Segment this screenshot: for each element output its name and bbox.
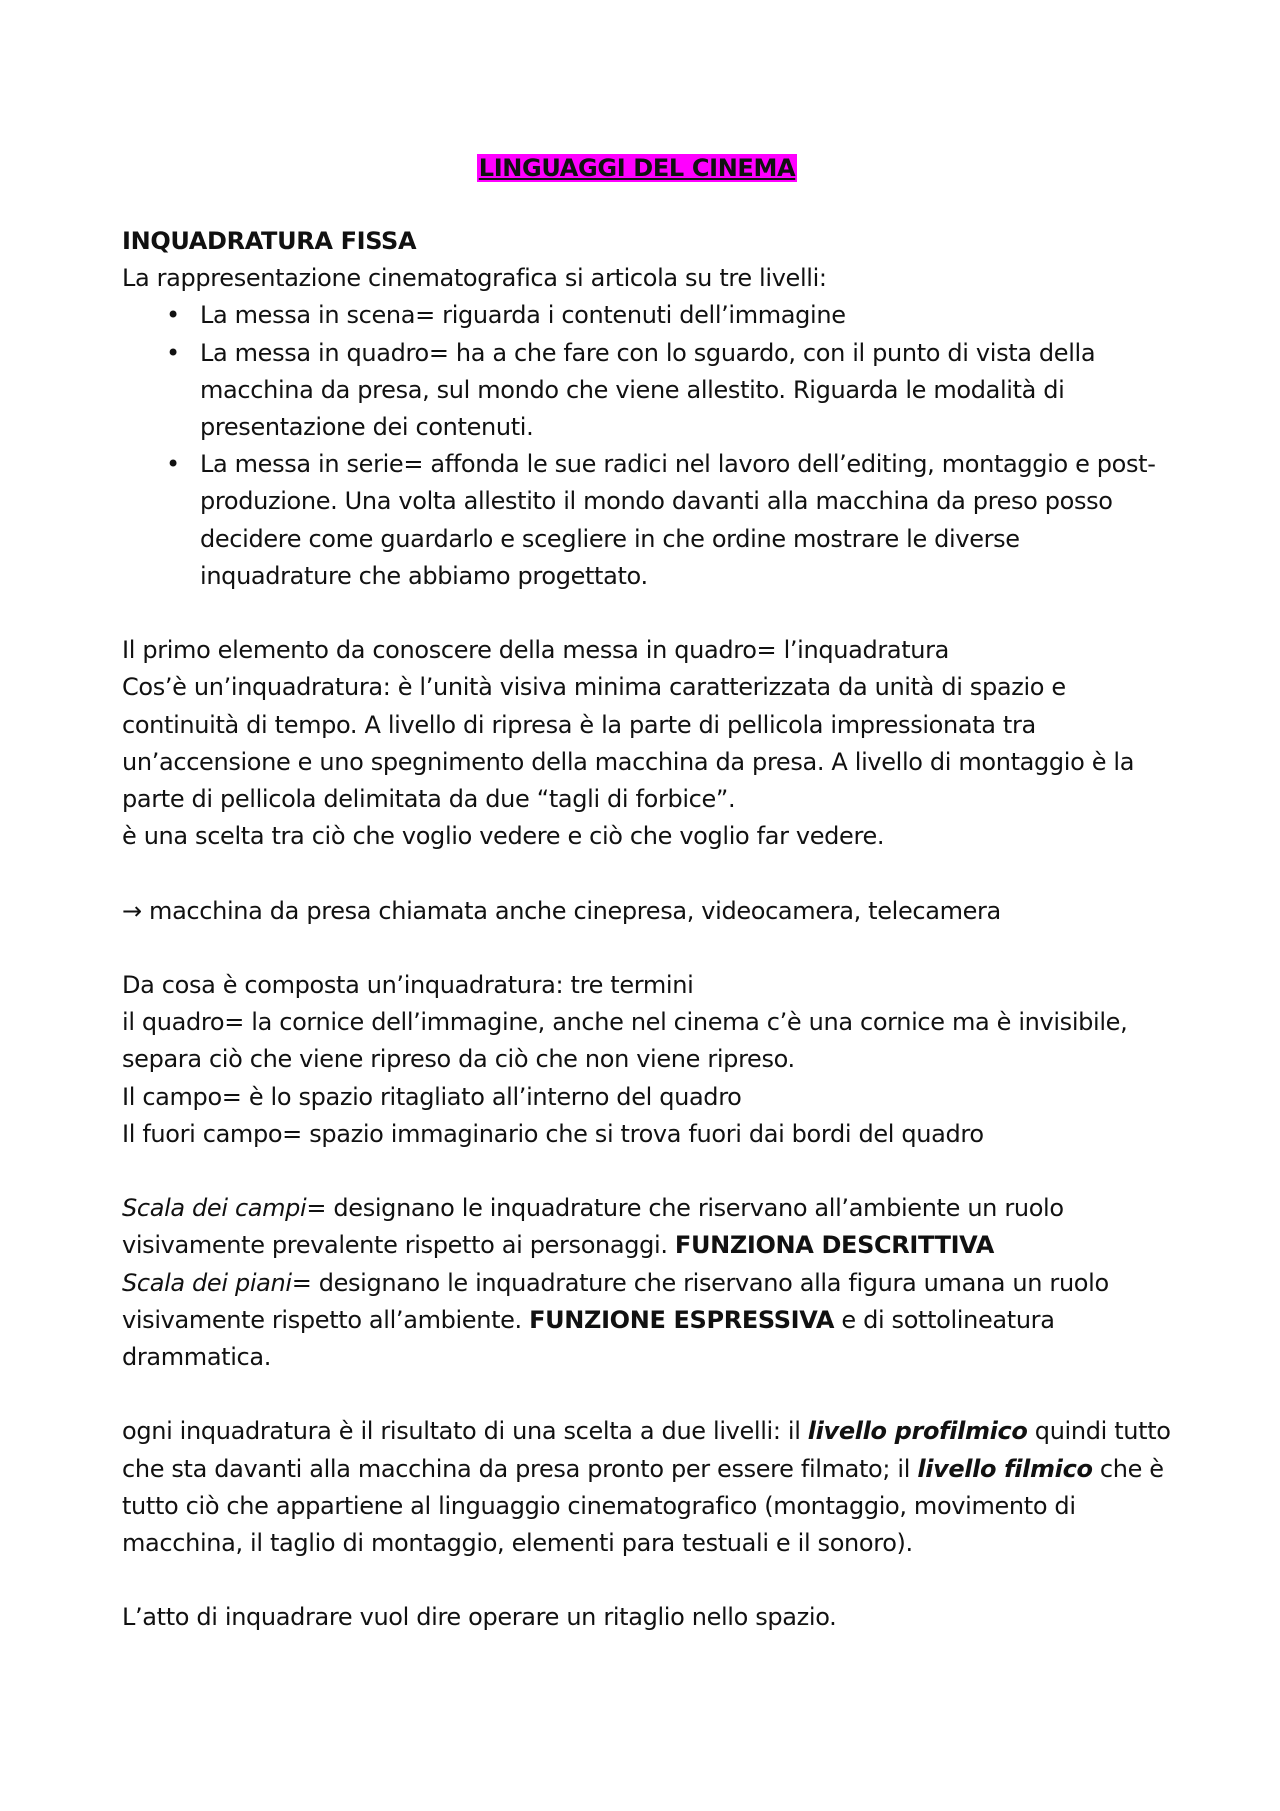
list-item: [122, 297, 1172, 334]
bullet-icon: •: [166, 301, 180, 330]
list-item-text: La messa in quadro= ha a che fare con lo sguardo, con il punto di vista della macchina da presa, sul mondo che viene allestito. Riguarda le modalità di presentazione dei contenuti.: [200, 338, 1096, 442]
scala-campi-text: = designano le inquadrature che riservano all’ambiente un ruolo visivamente prevalente rispetto ai personaggi.: [122, 1194, 1064, 1260]
bullet-icon: •: [166, 450, 180, 479]
livelli-paragraph: [122, 1413, 1172, 1562]
livelli-part2: quindi tutto che sta davanti alla macchina da presa pronto per essere filmato; il: [122, 1417, 1171, 1483]
list-item-text: La messa in scena= riguarda i contenuti dell’immagine: [200, 301, 846, 330]
page-title: LINGUAGGI DEL CINEMA: [478, 154, 796, 182]
scala-campi-paragraph: [122, 1190, 1172, 1264]
scala-piani-emphasis: FUNZIONE ESPRESSIVA: [529, 1305, 835, 1334]
paragraph-line: è una scelta tra ciò che voglio vedere e ciò che voglio far vedere.: [122, 822, 885, 851]
levels-list: [122, 297, 1172, 595]
paragraph-line: Il primo elemento da conoscere della messa in quadro= l’inquadratura: [122, 636, 950, 665]
bullet-icon: •: [166, 338, 180, 367]
paragraph-line: Il fuori campo= spazio immaginario che si trova fuori dai bordi del quadro: [122, 1119, 984, 1148]
list-item: [122, 446, 1172, 595]
livelli-part1: ogni inquadratura è il risultato di una scelta a due livelli: il: [122, 1417, 808, 1446]
paragraph-line: Il campo= è lo spazio ritagliato all’interno del quadro: [122, 1082, 742, 1111]
intro-line: La rappresentazione cinematografica si articola su tre livelli:: [122, 264, 827, 293]
scala-piani-tail: e di sottolineatura drammatica.: [122, 1305, 1055, 1372]
arrow-note: [122, 893, 1172, 930]
list-item-text: La messa in serie= affonda le sue radici nel lavoro dell’editing, montaggio e post-produzione. Una volta allestito il mondo davanti alla macchina da preso posso decidere come guardarlo e scegliere in che ordine mostrare le diverse inquadrature che abbiamo progettato.: [200, 450, 1156, 590]
title-line: [122, 150, 1172, 187]
livelli-term-profilmico: livello profilmico: [807, 1417, 1028, 1446]
scala-campi-emphasis: FUNZIONA DESCRITTIVA: [674, 1231, 994, 1260]
livelli-term-filmico: livello filmico: [917, 1454, 1093, 1483]
scala-campi-term: Scala dei campi: [122, 1194, 307, 1223]
closing-line: L’atto di inquadrare vuol dire operare un ritaglio nello spazio.: [122, 1603, 837, 1632]
paragraph-line: Da cosa è composta un’inquadratura: tre termini: [122, 971, 694, 1000]
section-heading: INQUADRATURA FISSA: [122, 227, 417, 255]
scala-piani-paragraph: [122, 1265, 1172, 1377]
document-page: [122, 150, 1172, 1637]
livelli-part3: che è tutto ciò che appartiene al linguaggio cinematografico (montaggio, movimento di macchina, il taglio di montaggio, elementi para testuali e il sonoro).: [122, 1454, 1164, 1558]
paragraph-line: il quadro= la cornice dell’immagine, anche nel cinema c’è una cornice ma è invisibile, separa ciò che viene ripreso da ciò che non viene ripreso.: [122, 1008, 1128, 1074]
scala-piani-term: Scala dei piani: [122, 1268, 292, 1297]
arrow-right-icon: →: [122, 896, 142, 925]
list-item: [122, 335, 1172, 447]
paragraph-line: Cos’è un’inquadratura: è l’unità visiva minima caratterizzata da unità di spazio e continuità di tempo. A livello di ripresa è la parte di pellicola impressionata tra un’accensione e uno spegnimento della macchina da presa. A livello di montaggio è la parte di pellicola delimitata da due “tagli di forbice”.: [122, 673, 1135, 814]
arrow-note-text: macchina da presa chiamata anche cinepresa, videocamera, telecamera: [149, 896, 1001, 925]
scala-piani-text: = designano le inquadrature che riservano alla figura umana un ruolo visivamente rispetto all’ambiente.: [122, 1268, 1109, 1334]
